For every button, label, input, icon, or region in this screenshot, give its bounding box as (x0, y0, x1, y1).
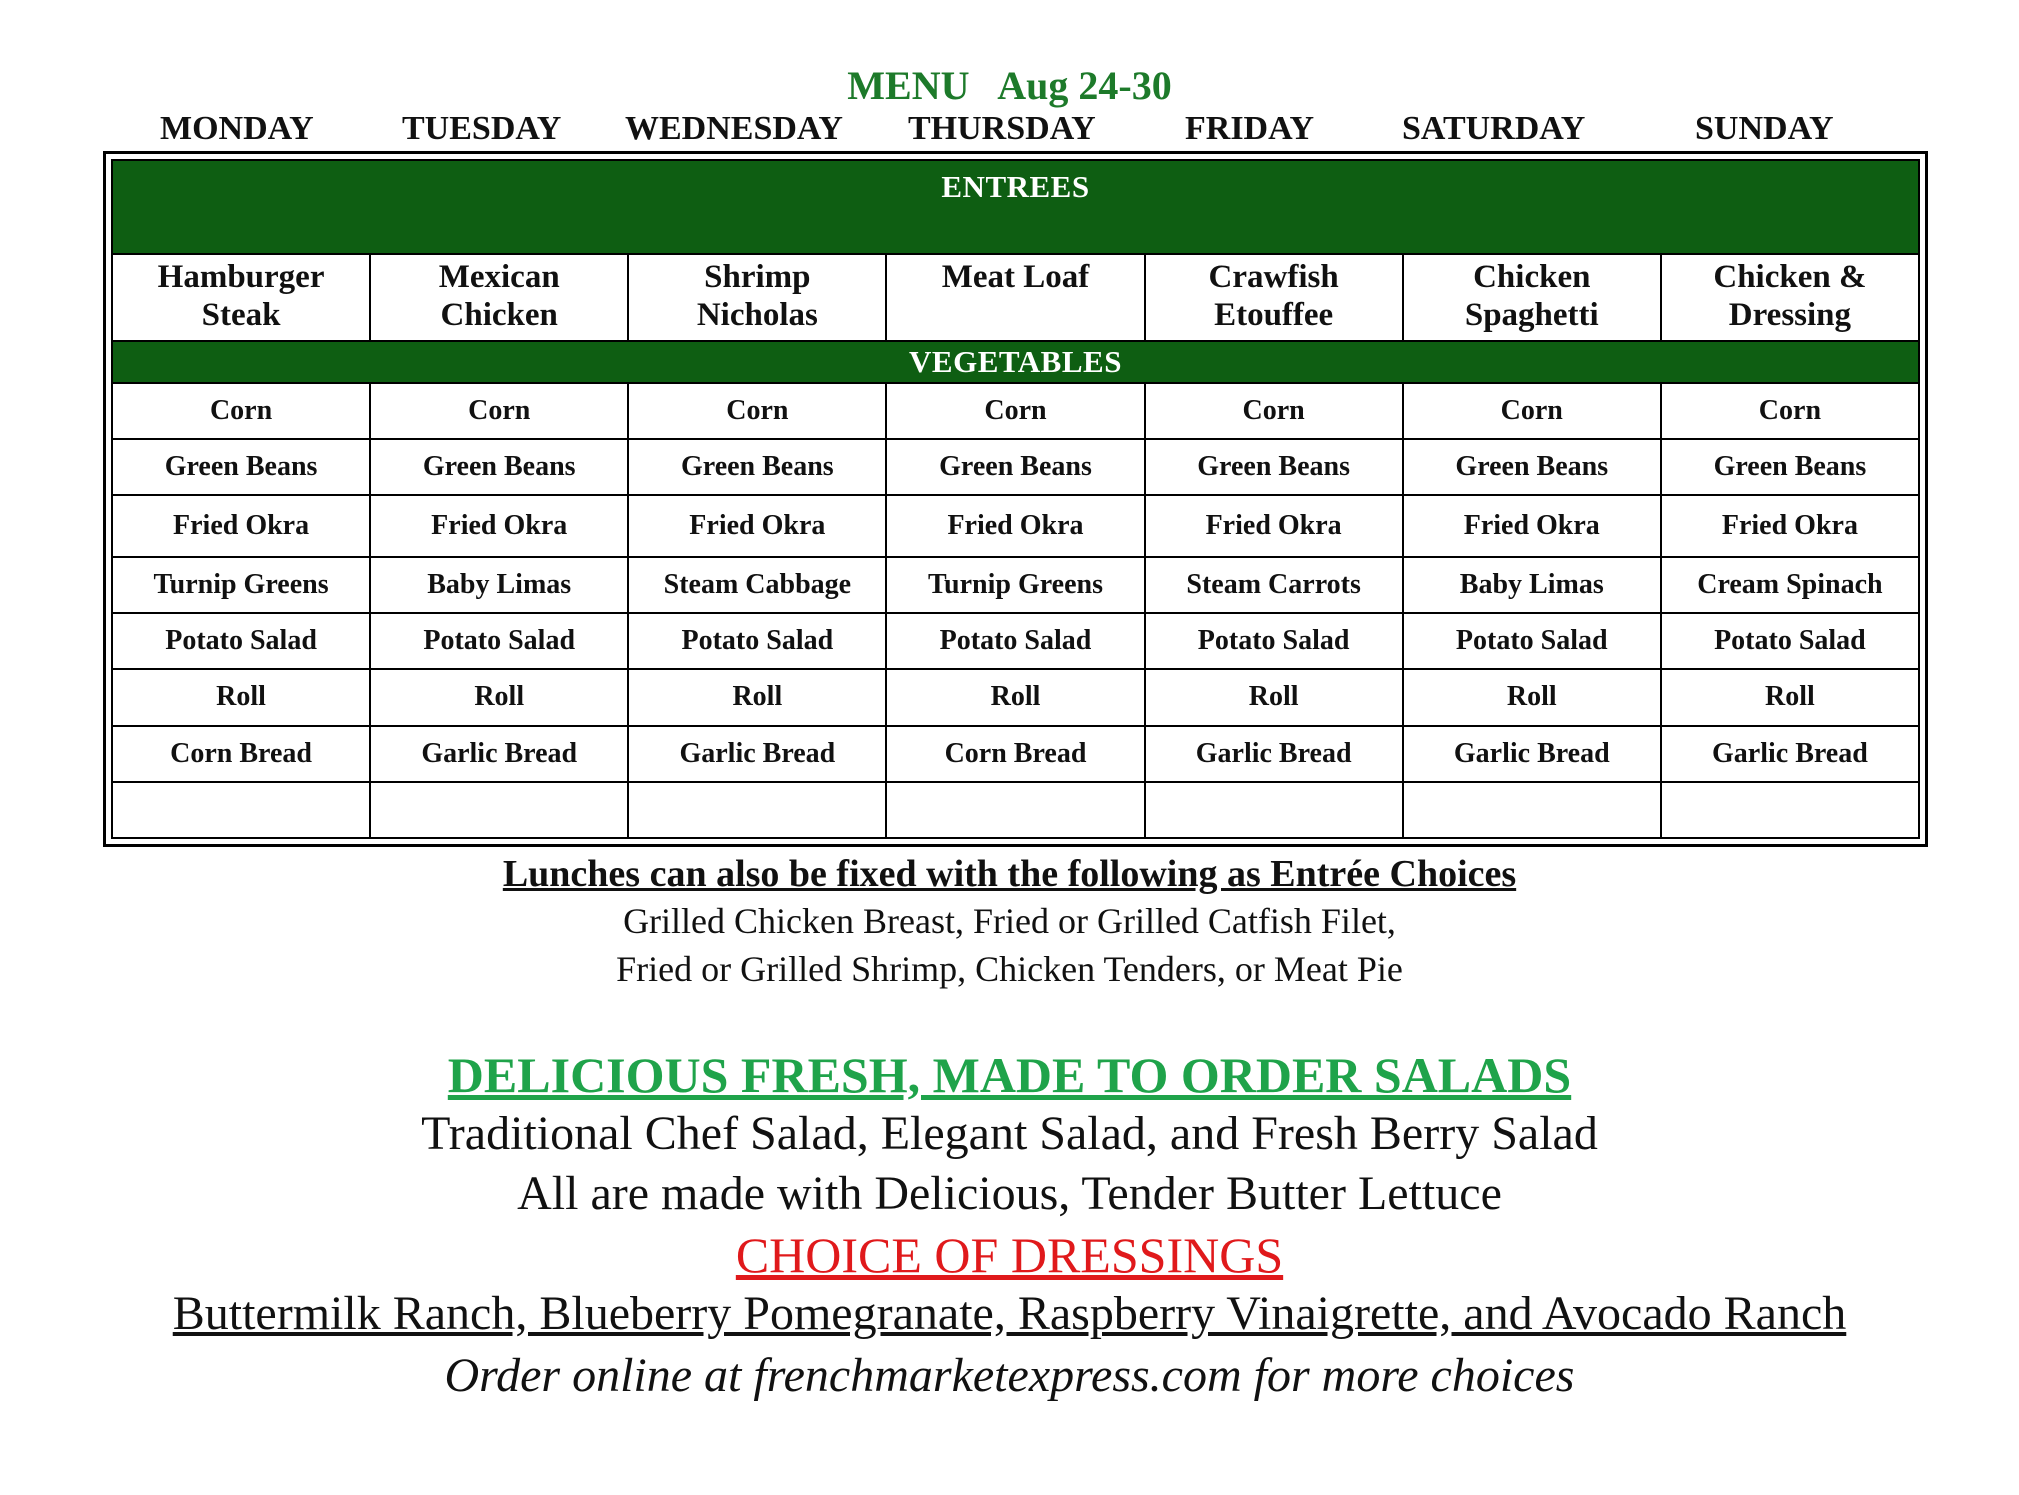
vegetable-cell: Garlic Bread (1145, 726, 1403, 782)
vegetable-cell: Corn (1661, 383, 1919, 439)
menu-table-frame (103, 151, 1928, 847)
vegetable-cell: Baby Limas (1403, 557, 1661, 613)
vegetable-cell: Turnip Greens (112, 557, 370, 613)
vegetable-cell: Steam Carrots (1145, 557, 1403, 613)
day-headers (140, 110, 1900, 152)
entree-choices-heading: Lunches can also be fixed with the following as Entrée Choices (502, 853, 1517, 895)
menu-title: MENU Aug 24-30 (847, 63, 1172, 108)
vegetable-cell: Roll (1403, 669, 1661, 725)
vegetable-cell: Corn (628, 383, 886, 439)
vegetable-cell: Roll (1661, 669, 1919, 725)
vegetable-cell: Fried Okra (1403, 495, 1661, 557)
order-online-note: Order online at frenchmarketexpress.com for more choices (444, 1349, 1575, 1402)
entrees-band (112, 160, 1919, 254)
vegetable-cell: Corn (370, 383, 628, 439)
vegetable-row (112, 439, 1919, 495)
vegetable-cell: Fried Okra (628, 495, 886, 557)
vegetable-cell: Fried Okra (1145, 495, 1403, 557)
vegetables-band (112, 341, 1919, 383)
vegetable-row (112, 557, 1919, 613)
salads-heading: DELICIOUS FRESH, MADE TO ORDER SALADS (447, 1047, 1572, 1103)
vegetable-cell: Fried Okra (1661, 495, 1919, 557)
day-friday: FRIDAY (1185, 110, 1315, 147)
day-sunday: SUNDAY (1695, 110, 1834, 147)
vegetable-cell: Potato Salad (1403, 613, 1661, 669)
vegetable-cell: Garlic Bread (1403, 726, 1661, 782)
vegetable-row (112, 495, 1919, 557)
dressings-list: Buttermilk Ranch, Blueberry Pomegranate, Raspberry Vinaigrette, and Avocado Ranch (172, 1287, 1847, 1340)
vegetable-cell: Steam Cabbage (628, 557, 886, 613)
vegetable-cell: Green Beans (112, 439, 370, 495)
entree-choices-line-1: Grilled Chicken Breast, Fried or Grilled Catfish Filet, (623, 901, 1396, 941)
vegetable-cell: Corn (886, 383, 1144, 439)
salads-line-2: All are made with Delicious, Tender Butter Lettuce (517, 1167, 1502, 1220)
vegetable-row (112, 613, 1919, 669)
vegetable-cell: Fried Okra (112, 495, 370, 557)
vegetable-cell: Garlic Bread (1661, 726, 1919, 782)
vegetable-cell: Corn Bread (112, 726, 370, 782)
entree-wednesday: Shrimp Nicholas (628, 254, 886, 340)
vegetable-row (112, 383, 1919, 439)
entree-monday: Hamburger Steak (112, 254, 370, 340)
vegetable-cell: Potato Salad (886, 613, 1144, 669)
vegetable-cell: Potato Salad (370, 613, 628, 669)
dressings-heading: CHOICE OF DRESSINGS (735, 1227, 1284, 1283)
vegetable-cell: Roll (112, 669, 370, 725)
day-monday: MONDAY (160, 110, 314, 147)
vegetable-cell: Turnip Greens (886, 557, 1144, 613)
vegetable-cell: Green Beans (628, 439, 886, 495)
entree-row (112, 254, 1919, 340)
vegetable-row (112, 669, 1919, 725)
vegetable-cell: Fried Okra (370, 495, 628, 557)
vegetable-cell: Roll (886, 669, 1144, 725)
entree-saturday: Chicken Spaghetti (1403, 254, 1661, 340)
day-saturday: SATURDAY (1402, 110, 1586, 147)
vegetable-cell: Cream Spinach (1661, 557, 1919, 613)
vegetable-cell: Roll (628, 669, 886, 725)
vegetable-cell: Green Beans (1145, 439, 1403, 495)
vegetable-cell: Roll (1145, 669, 1403, 725)
vegetable-cell: Potato Salad (112, 613, 370, 669)
entree-choices-line-2: Fried or Grilled Shrimp, Chicken Tenders, or Meat Pie (616, 949, 1403, 989)
entree-friday: Crawfish Etouffee (1145, 254, 1403, 340)
vegetable-cell: Potato Salad (1661, 613, 1919, 669)
entree-thursday: Meat Loaf (886, 254, 1144, 340)
vegetable-cell: Green Beans (1403, 439, 1661, 495)
vegetable-cell: Corn Bread (886, 726, 1144, 782)
vegetable-cell: Potato Salad (1145, 613, 1403, 669)
entree-sunday: Chicken & Dressing (1661, 254, 1919, 340)
vegetable-cell: Fried Okra (886, 495, 1144, 557)
vegetable-cell: Corn (112, 383, 370, 439)
salads-line-1: Traditional Chef Salad, Elegant Salad, and Fresh Berry Salad (421, 1107, 1598, 1160)
vegetables-body (112, 383, 1919, 782)
vegetable-cell: Roll (370, 669, 628, 725)
vegetable-cell: Green Beans (370, 439, 628, 495)
vegetable-cell: Garlic Bread (370, 726, 628, 782)
entrees-label: ENTREES (112, 160, 1919, 254)
day-tuesday: TUESDAY (402, 110, 562, 147)
vegetable-row (112, 726, 1919, 782)
menu-table (111, 159, 1920, 839)
vegetable-cell: Potato Salad (628, 613, 886, 669)
day-wednesday: WEDNESDAY (625, 110, 843, 147)
empty-row (112, 782, 1919, 838)
day-thursday: THURSDAY (908, 110, 1096, 147)
vegetable-cell: Green Beans (1661, 439, 1919, 495)
vegetable-cell: Corn (1145, 383, 1403, 439)
entree-tuesday: Mexican Chicken (370, 254, 628, 340)
vegetable-cell: Corn (1403, 383, 1661, 439)
vegetable-cell: Garlic Bread (628, 726, 886, 782)
vegetable-cell: Green Beans (886, 439, 1144, 495)
vegetables-label: VEGETABLES (112, 341, 1919, 383)
vegetable-cell: Baby Limas (370, 557, 628, 613)
